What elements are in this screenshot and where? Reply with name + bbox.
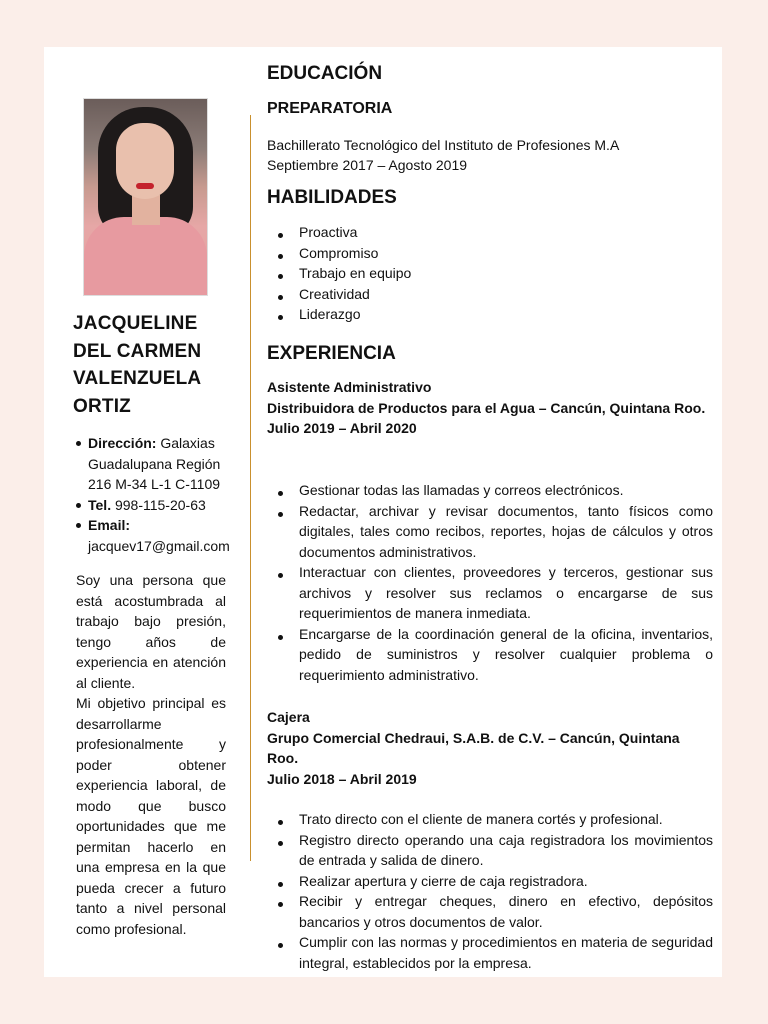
experience-heading: EXPERIENCIA [267,343,396,364]
education-heading: EDUCACIÓN [267,63,383,84]
bullet-icon [76,503,81,508]
phone-label: Tel. [88,496,112,513]
list-item: Trato directo con el cliente de manera cortés y profesional. [267,809,713,830]
phone-value: 998-115-20-63 [114,496,206,513]
objective-paragraph: Mi objetivo principal es desarrollarme profesionalmente y poder obtener experiencia laboral, de modo que busco oportunidades que me permitan hacerlo en una empresa en la que pueda crecer a futuro tanto a nivel personal como profesional. [76,695,226,937]
name-line: DEL CARMEN [73,340,202,362]
full-name [73,310,233,420]
list-item: Interactuar con clientes, proveedores y terceros, gestionar sus archivos y resolver sus reclamos o encargarse de sus requerimientos de manera inmediata. [267,562,713,624]
bullet-icon [278,882,283,887]
bullet-icon [278,295,283,300]
list-item: Registro directo operando una caja registradora los movimientos de entrada y salida de dinero. [267,830,713,871]
education-details [267,135,713,175]
list-item: Liderazgo [267,304,713,325]
job-dates: Julio 2019 – Abril 2020 [267,420,417,436]
skills-list [267,222,713,325]
job-company: Distribuidora de Productos para el Agua – Cancún, Quintana Roo. [267,399,706,416]
contact-address [80,433,240,495]
bullet-icon [278,512,283,517]
bullet-icon [278,820,283,825]
contact-list [80,433,240,556]
bullet-icon [278,573,283,578]
bullet-icon [278,274,283,279]
resume-page [44,47,722,977]
address-value: Galaxias [160,435,215,451]
bullet-icon [278,233,283,238]
skills-heading: HABILIDADES [267,187,397,208]
list-item: Creatividad [267,284,713,305]
contact-email [80,515,240,556]
bullet-icon [278,315,283,320]
job-title: Asistente Administrativo [267,379,432,395]
list-item: Cumplir con las normas y procedimientos en materia de seguridad integral, establecidos por la empresa. [267,932,713,973]
list-item: Realizar apertura y cierre de caja registradora. [267,871,713,892]
job-dates: Julio 2018 – Abril 2019 [267,770,417,787]
bullet-icon [278,943,283,948]
job-title: Cajera [267,709,310,725]
bullet-icon [278,491,283,496]
profile-photo [83,98,208,296]
list-item: Redactar, archivar y revisar documentos, tanto físicos como digitales, tales como recibos, reportes, hojas de cálculos y otros documentos administrativos. [267,501,713,563]
email-label: Email: [88,517,131,533]
bullet-icon [76,441,81,446]
bullet-icon [278,254,283,259]
about-paragraph: Soy una persona que está acostumbrada al trabajo bajo presión, tengo años de experiencia en atención al cliente. [76,572,226,691]
job-company: Grupo Comercial Chedraui, S.A.B. de C.V. – Cancún, Quintana Roo. [267,729,680,766]
job-duties [267,480,713,685]
job-header [267,377,713,439]
education-dates: Septiembre 2017 – Agosto 2019 [267,157,468,173]
address-label: Dirección: [88,435,157,451]
job-duties [267,809,713,973]
bullet-icon [76,523,81,528]
column-divider [250,115,251,861]
education-school: Bachillerato Tecnológico del Instituto de Profesiones M.A [267,137,620,153]
bullet-icon [278,902,283,907]
bullet-icon [278,635,283,640]
education-level: PREPARATORIA [267,100,393,117]
address-value: Guadalupana Región [88,455,221,472]
list-item: Proactiva [267,222,713,243]
contact-phone [80,495,240,516]
list-item: Gestionar todas las llamadas y correos electrónicos. [267,480,713,501]
job-header [267,707,713,789]
bullet-icon [278,841,283,846]
list-item: Compromiso [267,243,713,264]
list-item: Encargarse de la coordinación general de la oficina, inventarios, pedido de suministros y resolver cualquier problema o requerimiento administrativo. [267,624,713,686]
name-line: ORTIZ [73,395,131,417]
name-line: JACQUELINE [73,313,198,334]
address-value: 216 M-34 L-1 C-1109 [88,476,221,492]
name-line: VALENZUELA [73,368,202,389]
about-section [76,570,226,939]
list-item: Recibir y entregar cheques, dinero en efectivo, depósitos bancarios y otros documentos de valor. [267,891,713,932]
email-value: jacquev17@gmail.com [88,537,230,554]
list-item: Trabajo en equipo [267,263,713,284]
